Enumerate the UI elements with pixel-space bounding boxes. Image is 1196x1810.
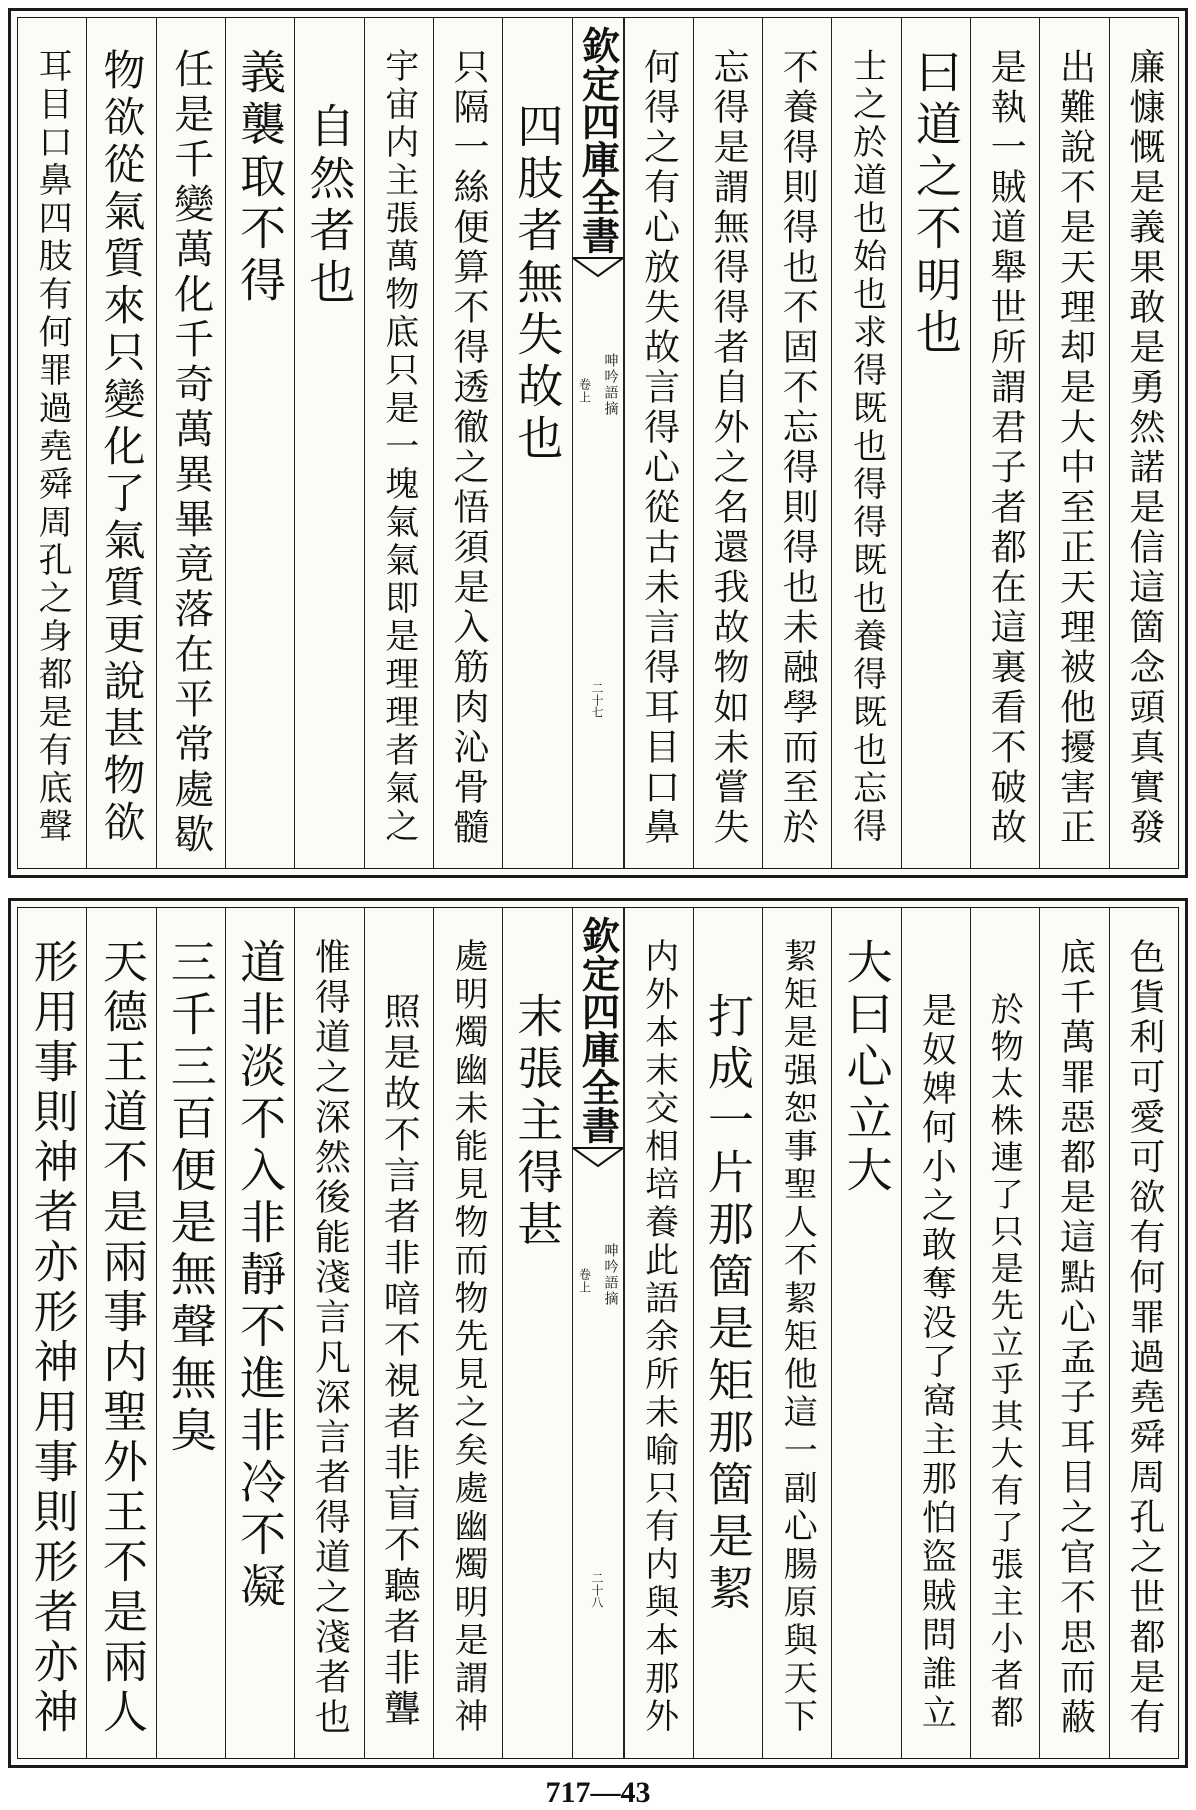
text-column: [831, 18, 900, 868]
page-number: 717—43: [545, 1776, 651, 1809]
center-fold: [572, 18, 624, 868]
text-column: [1039, 18, 1108, 868]
text-column: [901, 18, 970, 868]
fold-juan: 卷上: [577, 1268, 592, 1294]
text-column: [18, 18, 86, 868]
text-column: [901, 908, 970, 1758]
column-text: 是奴婢何小之敢奪没了窩主那怕盜賊問誰立: [916, 992, 957, 1733]
text-column: [294, 908, 363, 1758]
column-text: 不養得則得也不固不忘得則得也未融學而至於: [777, 48, 819, 848]
top-page-frame: [17, 17, 1179, 869]
column-text: 何得之有心放失故言得心從古未言得耳目口鼻: [638, 48, 680, 848]
text-column: [294, 18, 363, 868]
text-column: [86, 18, 155, 868]
column-text: 絜矩是强恕事聖人不絜矩他這一副心腸原與天下: [777, 938, 818, 1736]
column-text: 四肢者無失故也: [510, 102, 565, 466]
text-column: [970, 18, 1039, 868]
text-column: [762, 908, 831, 1758]
text-column: [364, 908, 433, 1758]
column-text: 義襲取不得: [233, 48, 288, 308]
column-text: 只隔一絲便算不得透徹之悟須是入筋肉沁骨髓: [448, 48, 490, 848]
top-text-columns: [18, 18, 1178, 868]
column-text: 自然者也: [302, 102, 357, 310]
text-column: [624, 18, 693, 868]
column-text: 天德王道不是兩事内聖外王不是兩人: [94, 938, 148, 1738]
column-text: 道非淡不入非靜不進非冷不凝: [233, 938, 288, 1614]
text-column: [225, 908, 294, 1758]
text-column: [624, 908, 693, 1758]
column-text: 於物太株連了只是先立乎其大有了張主小者都: [985, 992, 1025, 1732]
column-text: 惟得道之深然後能淺言凡深言者得道之淺者也: [309, 938, 351, 1738]
text-column: [1039, 908, 1108, 1758]
text-column: [225, 18, 294, 868]
column-text: 照是故不言者非喑不視者非盲不聽者非聾: [377, 992, 421, 1730]
fold-book-title: 呻吟語摘: [602, 353, 619, 417]
text-column: [502, 18, 571, 868]
column-text: 打成一片那箇是矩那箇是絜: [700, 992, 755, 1616]
column-text: 大曰心立大: [839, 938, 894, 1198]
column-text: 物欲從氣質來只變化了氣質更說甚物欲: [97, 48, 147, 847]
column-text: 士之於道也始也求得既也得得既也養得既也忘得: [846, 48, 887, 846]
column-text: 底千萬罪惡都是這點心孟子耳目之官不思而蔽: [1054, 938, 1096, 1738]
text-column: [433, 908, 502, 1758]
bottom-half-page: [8, 898, 1188, 1768]
fold-header: 欽定四庫全書: [575, 916, 621, 1144]
text-column: [502, 908, 571, 1758]
text-column: [831, 908, 900, 1758]
text-column: [693, 908, 762, 1758]
fold-folio: 二十八: [590, 1572, 604, 1608]
column-text: 末張主得甚: [510, 992, 565, 1252]
text-column: [156, 908, 225, 1758]
fold-book-title: 呻吟語摘: [602, 1243, 619, 1307]
fold-header: 欽定四庫全書: [575, 26, 621, 254]
top-half-page: [8, 8, 1188, 878]
text-column: [762, 18, 831, 868]
bottom-page-frame: [17, 907, 1179, 1759]
column-text: 耳目口鼻四肢有何罪過堯舜周孔之身都是有底聲: [32, 48, 73, 846]
text-column: [156, 18, 225, 868]
text-column: [364, 18, 433, 868]
column-text: 是執一賊道舉世所謂君子者都在這裏看不破故: [985, 48, 1027, 848]
column-text: 三千三百便是無聲無臭: [163, 938, 218, 1458]
text-column: [18, 908, 86, 1758]
column-text: 曰道之不明也: [908, 48, 963, 360]
column-text: 形用事則神者亦形神用事則形者亦神: [25, 938, 79, 1738]
column-text: 出難說不是天理却是大中至正天理被他擾害正: [1054, 48, 1096, 848]
text-column: [433, 18, 502, 868]
column-text: 宇宙内主張萬物底只是一塊氣氣即是理理者氣之: [378, 48, 419, 846]
text-column: [970, 908, 1039, 1758]
center-fold: [572, 908, 624, 1758]
column-text: 内外本末交相培養此語余所未喻只有内與本那外: [638, 938, 679, 1736]
fold-folio: 二十七: [590, 682, 604, 718]
text-column: [86, 908, 155, 1758]
text-column: [1109, 18, 1178, 868]
column-text: 廉慷慨是義果敢是勇然諾是信這箇念頭真實發: [1123, 48, 1165, 848]
bottom-text-columns: [18, 908, 1178, 1758]
text-column: [693, 18, 762, 868]
column-text: 處明燭幽未能見物而物先見之矣處幽燭明是謂神: [448, 938, 489, 1736]
column-text: 任是千變萬化千奇萬異畢竟落在平常處歇: [167, 48, 214, 858]
column-text: 忘得是謂無得得者自外之名還我故物如未嘗失: [707, 48, 749, 848]
fishtail-mark-icon: [573, 1144, 623, 1174]
fishtail-mark-icon: [573, 254, 623, 284]
text-column: [1109, 908, 1178, 1758]
fold-juan: 卷上: [577, 378, 592, 404]
column-text: 色貨利可愛可欲有何罪過堯舜周孔之世都是有: [1123, 938, 1165, 1738]
